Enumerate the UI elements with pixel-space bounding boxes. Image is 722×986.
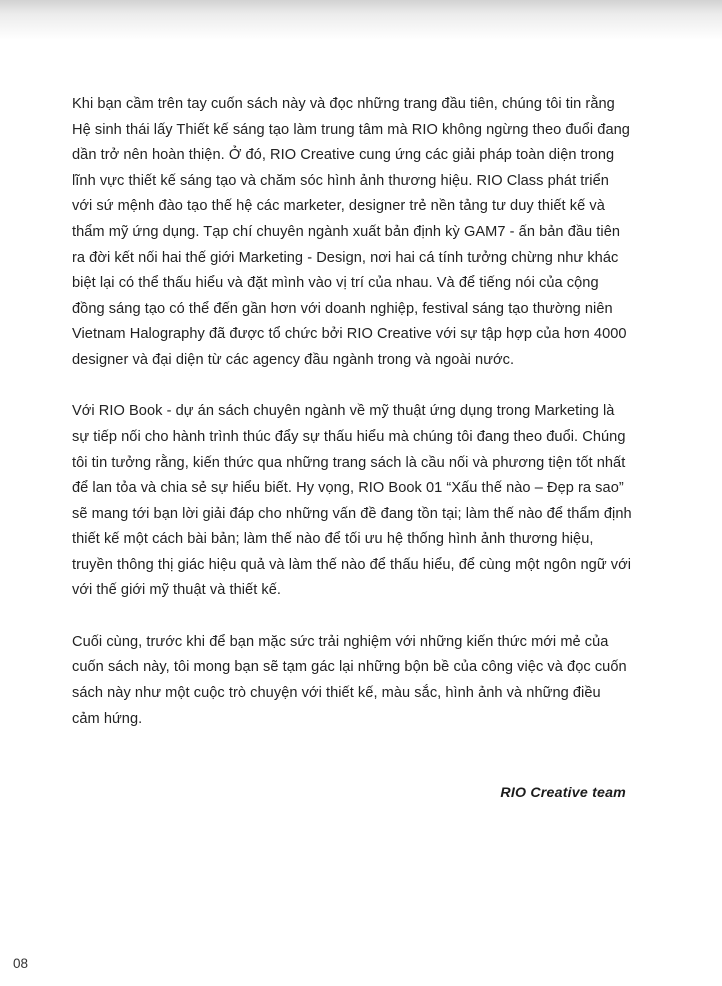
- signature: RIO Creative team: [500, 785, 626, 801]
- intro-paragraph: Khi bạn cầm trên tay cuốn sách này và đọc những trang đầu tiên, chúng tôi tin rằng Hệ sinh thái lấy Thiết kế sáng tạo làm trung tâm mà RIO không ngừng theo đuổi đang dần trở nên hoàn thiện. Ở đó, RIO Creative cung ứng các giải pháp toàn diện trong lĩnh vực thiết kế sáng tạo và chăm sóc hình ảnh thương hiệu. RIO Class phát triển với sứ mệnh đào tạo thế hệ các marketer, designer trẻ nền tảng tư duy thiết kế và thẩm mỹ ứng dụng. Tạp chí chuyên ngành xuất bản định kỳ GAM7 - ấn bản đầu tiên ra đời kết nối hai thế giới Marketing - Design, nơi hai cá tính tưởng chừng như khác biệt lại có thể thấu hiểu và đặt mình vào vị trí của nhau. Và để tiếng nói của cộng đồng sáng tạo có thể đến gần hơn với doanh nghiệp, festival sáng tạo thường niên Vietnam Halography đã được tổ chức bởi RIO Creative với sự tập hợp của hơn 4000 designer và đại diện từ các agency đầu ngành trong và ngoài nước.: [72, 96, 630, 368]
- closing-paragraph: Cuối cùng, trước khi để bạn mặc sức trải nghiệm với những kiến thức mới mẻ của cuốn sách này, tôi mong bạn sẽ tạm gác lại những bộn bề của công việc và đọc cuốn sách này như một cuộc trò chuyện với thiết kế, màu sắc, hình ảnh và những điều cảm hứng.: [72, 633, 627, 727]
- rio-book-paragraph: Với RIO Book - dự án sách chuyên ngành về mỹ thuật ứng dụng trong Marketing là sự tiếp nối cho hành trình thúc đẩy sự thấu hiểu mà chúng tôi đang theo đuổi. Chúng tôi tin tưởng rằng, kiến thức qua những trang sách là cầu nối và phương tiện tốt nhất để lan tỏa và chia sẻ sự hiểu biết. Hy vọng, RIO Book 01 “Xấu thế nào – Đẹp ra sao” sẽ mang tới bạn lời giải đáp cho những vấn đề đang tồn tại; làm thế nào để thẩm định thiết kế một cách bài bản; làm thế nào để tối ưu hệ thống hình ảnh thương hiệu, truyền thông thị giác hiệu quả và làm thế nào để thấu hiểu, để cùng một ngôn ngữ với với thế giới mỹ thuật và thiết kế.: [72, 403, 632, 599]
- page-number: 08: [13, 956, 29, 971]
- top-edge-shadow: [0, 0, 722, 40]
- document-body: [72, 92, 632, 732]
